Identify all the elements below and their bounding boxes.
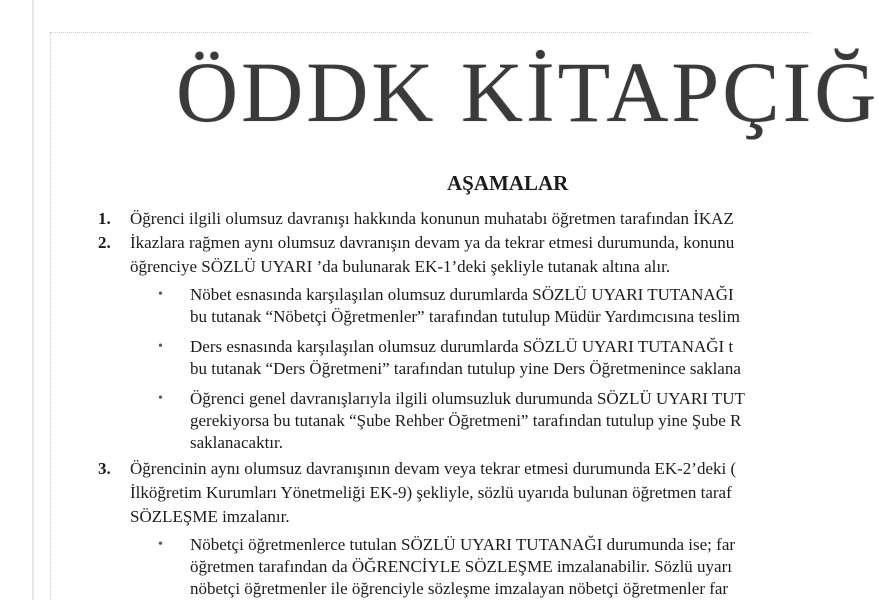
- item-number: 2.: [98, 233, 111, 252]
- bullet-line: öğretmen tarafından da ÖĞRENCİYLE SÖZLEŞME imzalanabilir. Sözlü uyarı: [190, 557, 732, 576]
- bullet-line: gerekiyorsa bu tutanak “Şube Rehber Öğretmeni” tarafından tutulup yine Şube R: [190, 411, 742, 430]
- item-line: öğrenciye SÖZLÜ UYARI ’da bulunarak EK-1’deki şekliyle tutanak altına alır.: [130, 257, 671, 276]
- bullet-icon: •: [158, 391, 163, 406]
- item-number: 3.: [98, 459, 111, 478]
- bullet-line: bu tutanak “Nöbetçi Öğretmenler” tarafından tutulup Müdür Yardımcısına teslim: [190, 307, 741, 326]
- section-heading: AŞAMALAR: [447, 171, 569, 195]
- bullet-line: saklanacaktır.: [190, 433, 283, 452]
- page-border-left: [50, 32, 52, 600]
- bullet-line: Ders esnasında karşılaşılan olumsuz durumlarda SÖZLÜ UYARI TUTANAĞI t: [190, 337, 734, 356]
- item-line: Öğrenci ilgili olumsuz davranışı hakkında konunun muhatabı öğretmen tarafından İKAZ: [130, 209, 734, 228]
- item-line: İkazlara rağmen aynı olumsuz davranışın devam ya da tekrar etmesi durumunda, konunu: [130, 233, 735, 252]
- bullet-icon: •: [158, 537, 163, 552]
- item-line: İlköğretim Kurumları Yönetmeliği EK-9) şekliyle, sözlü uyarıda bulunan öğretmen taraf: [130, 483, 732, 502]
- bullet-line: Nöbet esnasında karşılaşılan olumsuz durumlarda SÖZLÜ UYARI TUTANAĞI: [190, 285, 734, 304]
- bullet-icon: •: [158, 339, 163, 354]
- bullet-line: nöbetçi öğretmenler ile öğrenciyle sözleşme imzalayan nöbetçi öğretmenler far: [190, 579, 729, 598]
- bullet-line: Nöbetçi öğretmenlerce tutulan SÖZLÜ UYARI TUTANAĞI durumunda ise; far: [190, 535, 736, 554]
- bullet-line: bu tutanak “Ders Öğretmeni” tarafından tutulup yine Ders Öğretmenince saklana: [190, 359, 741, 378]
- page-border-top: [50, 32, 810, 34]
- item-line: Öğrencinin aynı olumsuz davranışının devam veya tekrar etmesi durumunda EK-2’deki (: [130, 459, 737, 478]
- bullet-icon: •: [158, 287, 163, 302]
- scan-edge: [32, 0, 34, 600]
- item-line: SÖZLEŞME imzalanır.: [130, 507, 290, 526]
- document-title: ÖDDK KİTAPÇIĞ: [176, 44, 879, 140]
- item-number: 1.: [98, 209, 111, 228]
- bullet-line: Öğrenci genel davranışlarıyla ilgili olumsuzluk durumunda SÖZLÜ UYARI TUT: [190, 389, 745, 408]
